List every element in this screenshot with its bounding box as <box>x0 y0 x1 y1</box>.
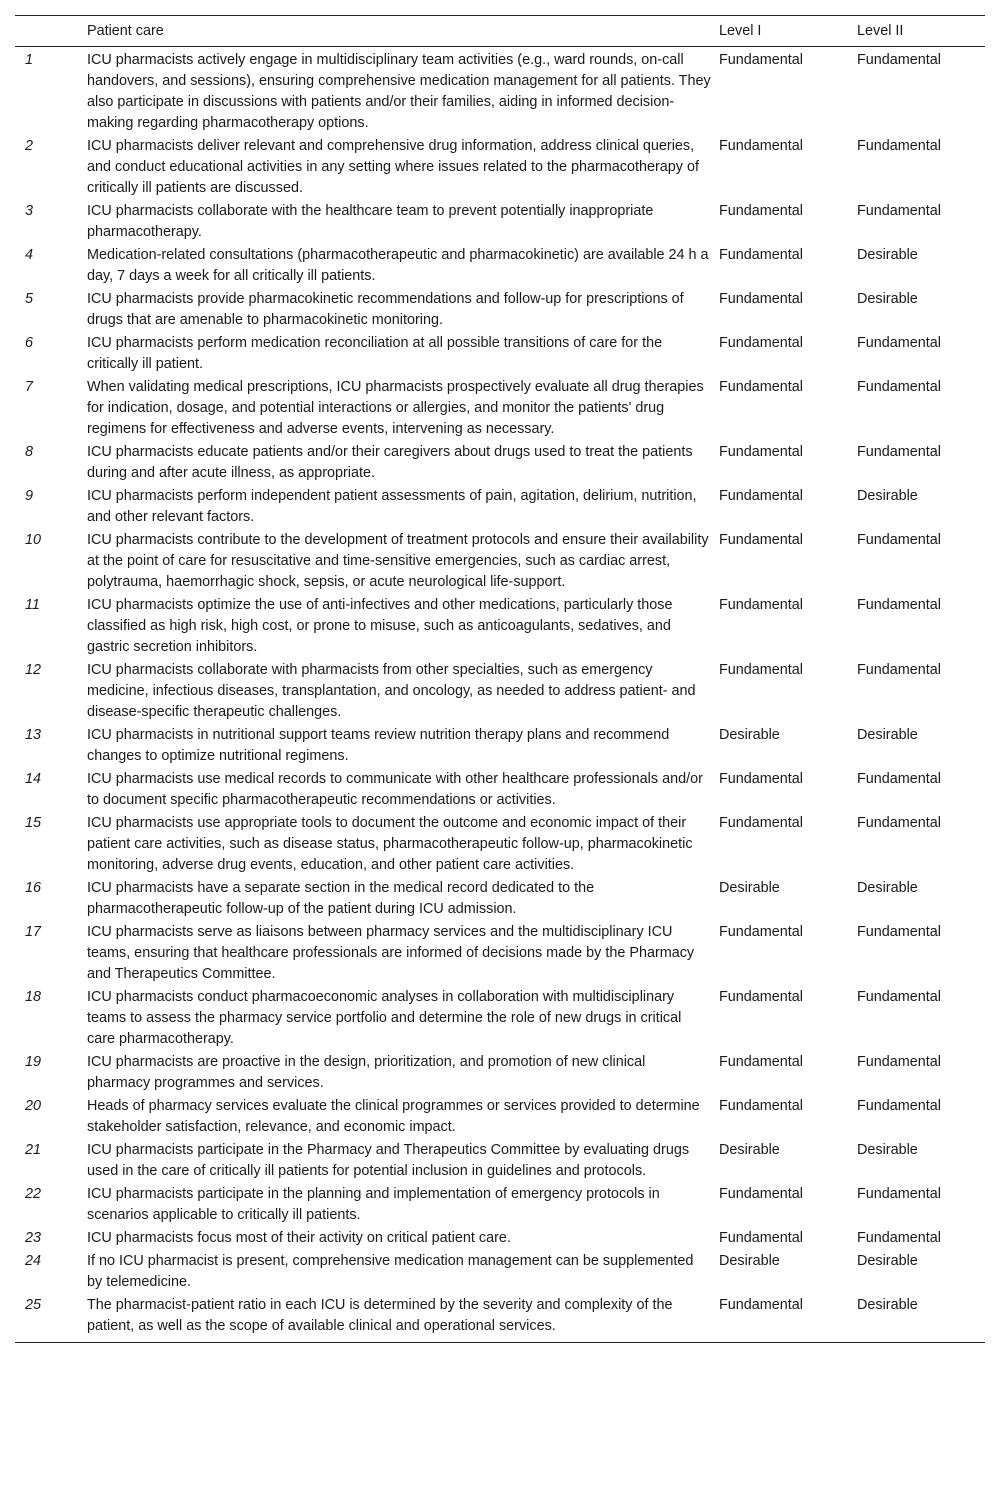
row-number: 5 <box>25 291 34 307</box>
patient-care-table <box>15 15 985 1343</box>
row-statement: ICU pharmacists participate in the Pharmacy and Therapeutics Committee by evaluating drugs used in the care of critically ill patients for potential inclusion in guidelines and protocols. <box>87 1142 690 1179</box>
row-level-1: Fundamental <box>719 1230 803 1246</box>
table-header <box>15 16 985 47</box>
table-row <box>15 441 985 485</box>
row-statement: ICU pharmacists deliver relevant and comprehensive drug information, address clinical queries, and conduct educational activities in any setting where issues related to the pharmacotherapy of critically ill patients are discussed. <box>87 138 699 196</box>
row-number: 4 <box>25 247 34 263</box>
row-level-1: Desirable <box>719 727 780 743</box>
row-number: 19 <box>25 1054 42 1070</box>
row-level-2: Fundamental <box>857 1230 941 1246</box>
row-number: 18 <box>25 989 42 1005</box>
row-number: 20 <box>25 1098 42 1114</box>
row-statement: ICU pharmacists perform independent patient assessments of pain, agitation, delirium, nutrition, and other relevant factors. <box>87 488 697 525</box>
table-row <box>15 986 985 1051</box>
row-level-1: Desirable <box>719 880 780 896</box>
row-statement: ICU pharmacists focus most of their activity on critical patient care. <box>87 1230 511 1246</box>
table-row <box>15 200 985 244</box>
row-level-2: Fundamental <box>857 1054 941 1070</box>
row-statement: Heads of pharmacy services evaluate the clinical programmes or services provided to determine stakeholder satisfaction, relevance, and economic impact. <box>87 1098 700 1135</box>
row-level-1: Fundamental <box>719 1297 803 1313</box>
row-number: 1 <box>25 52 34 68</box>
header-number <box>15 16 87 47</box>
row-level-2: Fundamental <box>857 52 941 68</box>
table-row <box>15 332 985 376</box>
row-level-2: Fundamental <box>857 924 941 940</box>
row-statement: ICU pharmacists perform medication reconciliation at all possible transitions of care for the critically ill patient. <box>87 335 663 372</box>
table-row <box>15 1227 985 1250</box>
row-statement: ICU pharmacists educate patients and/or their caregivers about drugs used to treat the patients during and after acute illness, as appropriate. <box>87 444 693 481</box>
table-row <box>15 376 985 441</box>
table-body <box>15 47 985 1343</box>
row-level-2: Desirable <box>857 1297 918 1313</box>
row-number: 9 <box>25 488 34 504</box>
row-level-1: Fundamental <box>719 291 803 307</box>
row-level-1: Fundamental <box>719 1098 803 1114</box>
table-row <box>15 921 985 986</box>
row-level-2: Fundamental <box>857 771 941 787</box>
row-statement: ICU pharmacists in nutritional support teams review nutrition therapy plans and recommend changes to optimize nutritional regimens. <box>87 727 670 764</box>
row-level-1: Fundamental <box>719 52 803 68</box>
row-level-1: Fundamental <box>719 138 803 154</box>
row-level-2: Desirable <box>857 291 918 307</box>
row-level-2: Desirable <box>857 880 918 896</box>
table-row <box>15 1183 985 1227</box>
table-row <box>15 529 985 594</box>
header-level-2: Level II <box>857 23 904 39</box>
row-number: 10 <box>25 532 42 548</box>
row-level-1: Desirable <box>719 1253 780 1269</box>
row-statement: ICU pharmacists collaborate with the healthcare team to prevent potentially inappropriate pharmacotherapy. <box>87 203 654 240</box>
row-level-2: Fundamental <box>857 379 941 395</box>
row-level-2: Fundamental <box>857 815 941 831</box>
row-statement: If no ICU pharmacist is present, comprehensive medication management can be supplemented by telemedicine. <box>87 1253 694 1290</box>
row-level-2: Fundamental <box>857 138 941 154</box>
table-row <box>15 1095 985 1139</box>
row-statement: ICU pharmacists collaborate with pharmacists from other specialties, such as emergency medicine, infectious diseases, transplantation, and oncology, as needed to address patient- and disease-specific therapeutic challenges. <box>87 662 696 720</box>
row-statement: ICU pharmacists optimize the use of anti-infectives and other medications, particularly those classified as high risk, high cost, or prone to misuse, such as anticoagulants, sedatives, and gastric secretion inhibitors. <box>87 597 673 655</box>
row-number: 13 <box>25 727 42 743</box>
header-row <box>15 16 985 47</box>
row-level-1: Fundamental <box>719 1186 803 1202</box>
row-statement: ICU pharmacists serve as liaisons between pharmacy services and the multidisciplinary ICU teams, ensuring that healthcare professionals are informed of decisions made by the Pharmacy and Therapeutics Committee. <box>87 924 695 982</box>
table-row <box>15 659 985 724</box>
row-level-2: Fundamental <box>857 444 941 460</box>
row-level-2: Fundamental <box>857 335 941 351</box>
row-level-1: Fundamental <box>719 488 803 504</box>
table-row <box>15 594 985 659</box>
row-number: 7 <box>25 379 34 395</box>
row-level-2: Desirable <box>857 1253 918 1269</box>
row-number: 23 <box>25 1230 42 1246</box>
table-row <box>15 1139 985 1183</box>
row-number: 8 <box>25 444 34 460</box>
table-row <box>15 135 985 200</box>
row-level-1: Fundamental <box>719 771 803 787</box>
row-level-2: Fundamental <box>857 989 941 1005</box>
row-level-2: Fundamental <box>857 662 941 678</box>
row-statement: ICU pharmacists participate in the planning and implementation of emergency protocols in scenarios applicable to critically ill patients. <box>87 1186 660 1223</box>
row-level-1: Fundamental <box>719 924 803 940</box>
table-row <box>15 1294 985 1343</box>
row-level-1: Fundamental <box>719 597 803 613</box>
table-row <box>15 288 985 332</box>
row-level-2: Fundamental <box>857 1098 941 1114</box>
row-level-1: Fundamental <box>719 815 803 831</box>
row-level-1: Fundamental <box>719 444 803 460</box>
row-level-1: Desirable <box>719 1142 780 1158</box>
row-level-1: Fundamental <box>719 379 803 395</box>
table-row <box>15 877 985 921</box>
table-row <box>15 768 985 812</box>
table-row <box>15 485 985 529</box>
row-number: 3 <box>25 203 34 219</box>
row-statement: Medication-related consultations (pharmacotherapeutic and pharmacokinetic) are available 24 h a day, 7 days a week for all critically ill patients. <box>87 247 709 284</box>
row-number: 25 <box>25 1297 42 1313</box>
row-statement: ICU pharmacists have a separate section in the medical record dedicated to the pharmacotherapeutic follow-up of the patient during ICU admission. <box>87 880 595 917</box>
row-number: 21 <box>25 1142 42 1158</box>
row-level-1: Fundamental <box>719 662 803 678</box>
table-row <box>15 1250 985 1294</box>
table-row <box>15 812 985 877</box>
row-level-2: Fundamental <box>857 532 941 548</box>
row-level-1: Fundamental <box>719 247 803 263</box>
row-level-2: Fundamental <box>857 597 941 613</box>
row-number: 24 <box>25 1253 42 1269</box>
row-level-2: Desirable <box>857 727 918 743</box>
row-number: 16 <box>25 880 42 896</box>
row-level-2: Fundamental <box>857 1186 941 1202</box>
header-patient-care: Patient care <box>87 23 164 39</box>
row-level-1: Fundamental <box>719 203 803 219</box>
row-statement: ICU pharmacists use appropriate tools to document the outcome and economic impact of their patient care activities, such as disease status, pharmacotherapeutic follow-up, pharmacokinetic monitoring, adverse drug events, education, and other patient care activities. <box>87 815 693 873</box>
row-statement: ICU pharmacists provide pharmacokinetic recommendations and follow-up for prescriptions of drugs that are amenable to pharmacokinetic monitoring. <box>87 291 684 328</box>
row-level-2: Desirable <box>857 488 918 504</box>
row-number: 22 <box>25 1186 42 1202</box>
row-level-1: Fundamental <box>719 1054 803 1070</box>
row-statement: ICU pharmacists actively engage in multidisciplinary team activities (e.g., ward rounds, on-call handovers, and sessions), ensuring comprehensive medication management for all patients. They also participate in discussions with patients and/or their families, aiding in informed decision-making regarding pharmacotherapy options. <box>87 52 711 131</box>
row-number: 11 <box>25 597 40 613</box>
row-level-2: Desirable <box>857 1142 918 1158</box>
row-number: 17 <box>25 924 42 940</box>
row-statement: The pharmacist-patient ratio in each ICU is determined by the severity and complexity of the patient, as well as the scope of available clinical and operational services. <box>87 1297 673 1334</box>
row-level-2: Fundamental <box>857 203 941 219</box>
table-row <box>15 1051 985 1095</box>
header-level-1: Level I <box>719 23 762 39</box>
row-statement: ICU pharmacists are proactive in the design, prioritization, and promotion of new clinical pharmacy programmes and services. <box>87 1054 646 1091</box>
row-level-1: Fundamental <box>719 335 803 351</box>
table-row <box>15 724 985 768</box>
row-statement: ICU pharmacists conduct pharmacoeconomic analyses in collaboration with multidisciplinary teams to assess the pharmacy service portfolio and determine the role of new drugs in critical care pharmacotherapy. <box>87 989 682 1047</box>
row-statement: ICU pharmacists contribute to the development of treatment protocols and ensure their availability at the point of care for resuscitative and time-sensitive emergencies, such as cardiac arrest, polytrauma, haemorrhagic shock, sepsis, or acute neurological life-support. <box>87 532 709 590</box>
row-statement: When validating medical prescriptions, ICU pharmacists prospectively evaluate all drug therapies for indication, dosage, and potential interactions or allergies, and monitor the patients' drug regimens for effectiveness and adverse events, intervening as necessary. <box>87 379 704 437</box>
table-row <box>15 244 985 288</box>
row-number: 2 <box>25 138 34 154</box>
patient-care-table-container <box>15 15 985 1343</box>
row-number: 12 <box>25 662 42 678</box>
row-level-2: Desirable <box>857 247 918 263</box>
row-number: 15 <box>25 815 42 831</box>
row-level-1: Fundamental <box>719 989 803 1005</box>
row-level-1: Fundamental <box>719 532 803 548</box>
table-row <box>15 47 985 136</box>
row-statement: ICU pharmacists use medical records to communicate with other healthcare professionals and/or to document specific pharmacotherapeutic recommendations or activities. <box>87 771 703 808</box>
row-number: 6 <box>25 335 34 351</box>
row-number: 14 <box>25 771 42 787</box>
